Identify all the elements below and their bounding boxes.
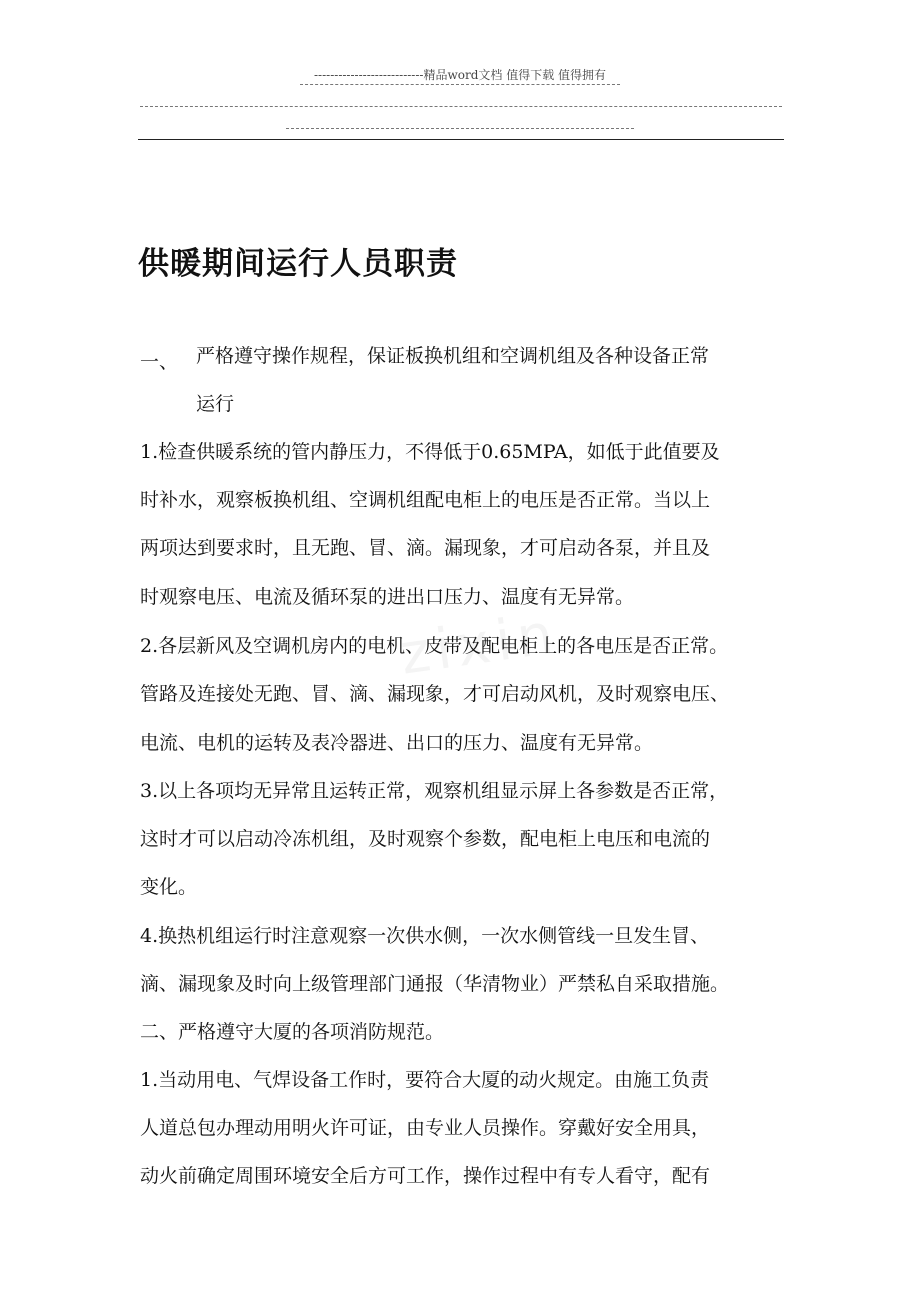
body-line: 时观察电压、电流及循环泵的进出口压力、温度有无异常。	[140, 586, 635, 608]
body-line: 2.各层新风及空调机房内的电机、皮带及配电柜上的各电压是否正常。	[140, 635, 729, 657]
body-line: 这时才可以启动冷冻机组，及时观察个参数，配电柜上电压和电流的	[140, 828, 711, 850]
body-line: 变化。	[140, 876, 198, 898]
body-line: 3.以上各项均无异常且运转正常，观察机组显示屏上各参数是否正常，	[140, 780, 729, 802]
header-rule	[138, 139, 784, 140]
header-dash-line	[286, 128, 634, 129]
body-line: 动火前确定周围环境安全后方可工作，操作过程中有专人看守，配有	[140, 1165, 711, 1187]
header-dash-line	[140, 106, 782, 107]
section-heading-line: 严格遵守操作规程，保证板换机组和空调机组及各种设备正常	[196, 345, 710, 367]
header-dash-line	[300, 84, 620, 85]
section-number: 一、	[140, 351, 179, 373]
body-line: 1.当动用电、气焊设备工作时，要符合大厦的动火规定。由施工负责	[140, 1069, 710, 1091]
header-banner: ---------------------------精品word文档 值得下载 值得拥有	[313, 68, 607, 82]
body-line: 两项达到要求时，且无跑、冒、滴。漏现象，才可启动各泵，并且及	[140, 537, 711, 559]
body-line: 管路及连接处无跑、冒、滴、漏现象，才可启动风机，及时观察电压、	[140, 683, 730, 705]
body-line: 电流、电机的运转及表冷器进、出口的压力、温度有无异常。	[140, 732, 654, 754]
document-title: 供暖期间运行人员职责	[138, 246, 458, 282]
body-line: 滴、漏现象及时向上级管理部门通报（华清物业）严禁私自采取措施。	[140, 973, 730, 995]
body-line: 1.检查供暖系统的管内静压力，不得低于0.65MPA，如低于此值要及	[140, 441, 720, 463]
body-line: 人道总包办理动用明火许可证，由专业人员操作。穿戴好安全用具，	[140, 1117, 711, 1139]
section-heading-line: 运行	[196, 393, 235, 415]
body-line: 二、严格遵守大厦的各项消防规范。	[140, 1021, 445, 1043]
body-line: 4.换热机组运行时注意观察一次供水侧，一次水侧管线一旦发生冒、	[140, 925, 710, 947]
body-line: 时补水，观察板换机组、空调机组配电柜上的电压是否正常。当以上	[140, 489, 711, 511]
